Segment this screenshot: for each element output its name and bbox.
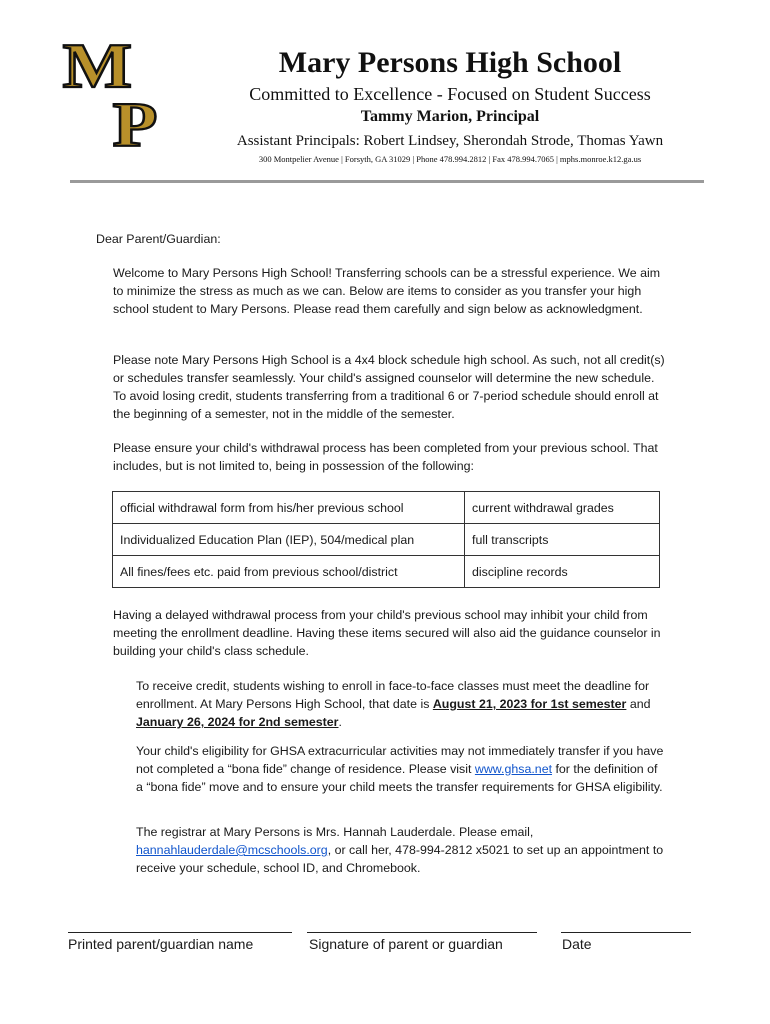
ghsa-link[interactable]: www.ghsa.net	[474, 762, 553, 776]
table-cell: All fines/fees etc. paid from previous school/district	[113, 556, 465, 588]
withdrawal-intro-paragraph: Please ensure your child's withdrawal process has been completed from your previous school. That includes, but is not limited to, being in possession of the following:	[113, 441, 658, 473]
deadline-text: To receive credit, students wishing to enroll in face-to-face classes must meet the deadline for enrollment. At Mary Persons High School, that date is	[136, 679, 650, 711]
enrollment-deadline-paragraph	[136, 677, 666, 731]
second-semester-deadline: January 26, 2024 for 2nd semester	[136, 715, 339, 729]
greeting: Dear Parent/Guardian:	[96, 232, 221, 246]
ghsa-eligibility-paragraph	[136, 742, 666, 796]
assistant-principals: Assistant Principals: Robert Lindsey, Sherondah Strode, Thomas Yawn	[236, 133, 664, 149]
school-name: Mary Persons High School	[278, 46, 622, 79]
table-cell: official withdrawal form from his/her previous school	[113, 492, 465, 524]
ghsa-text: Your child's eligibility for GHSA extracurricular activities may not immediately transfer if you have not completed a “bona fide” change of residence. Please visit	[136, 744, 664, 776]
welcome-paragraph: Welcome to Mary Persons High School! Transferring schools can be a stressful experience. We aim to minimize the stress as much as we can. Below are items to consider as you transfer your high school student to Mary Persons. Please read them carefully and sign below as acknowledgment.	[113, 266, 661, 316]
deadline-end: .	[338, 715, 342, 729]
ghsa-text-end: for the definition of a “bona fide” move and to ensure your child meets the transfer requirements for GHSA eligibility.	[136, 762, 663, 794]
block-schedule-paragraph: Please note Mary Persons High School is a 4x4 block schedule high school. As such, not all credit(s) or schedules transfer seamlessly. Your child's assigned counselor will determine the new schedule. To avoid losing credit, students transferring from a traditional 6 or 7-period schedule should enroll at the beginning of a semester, not in the middle of the semester.	[113, 353, 665, 421]
logo-letter-m: M	[62, 30, 132, 101]
date-line[interactable]	[561, 932, 691, 933]
date-label: Date	[562, 936, 592, 952]
school-address: 300 Montpelier Avenue | Forsyth, GA 31029 | Phone 478.994.2812 | Fax 478.994.7065 | mphs.monroe.k12.ga.us	[258, 154, 642, 164]
header-divider	[70, 180, 704, 183]
registrar-email-link[interactable]: hannahlauderdale@mcschools.org	[136, 843, 328, 857]
withdrawal-checklist-table	[112, 491, 660, 588]
school-motto: Committed to Excellence - Focused on Student Success	[249, 84, 651, 104]
signature-line[interactable]	[307, 932, 537, 933]
registrar-paragraph	[136, 823, 666, 877]
table-cell: discipline records	[465, 556, 660, 588]
registrar-text: The registrar at Mary Persons is Mrs. Hannah Lauderdale. Please email,	[136, 825, 534, 839]
principal-name: Tammy Marion, Principal	[360, 108, 540, 125]
delay-note-paragraph: Having a delayed withdrawal process from your child's previous school may inhibit your child from meeting the enrollment deadline. Having these items secured will also aid the guidance counselor in building your child's class schedule.	[113, 608, 661, 658]
deadline-connector: and	[626, 697, 651, 711]
school-logo	[62, 30, 170, 161]
registrar-text-end: , or call her, 478-994-2812 x5021 to set up an appointment to receive your schedule, school ID, and Chromebook.	[136, 843, 664, 875]
parent-name-label: Printed parent/guardian name	[68, 936, 254, 952]
table-cell: full transcripts	[465, 524, 660, 556]
parent-name-line[interactable]	[68, 932, 292, 933]
table-row	[113, 524, 660, 556]
first-semester-deadline: August 21, 2023 for 1st semester	[432, 697, 627, 711]
table-cell: Individualized Education Plan (IEP), 504/medical plan	[113, 524, 465, 556]
table-row	[113, 492, 660, 524]
table-row	[113, 556, 660, 588]
signature-label: Signature of parent or guardian	[309, 936, 503, 952]
table-cell: current withdrawal grades	[465, 492, 660, 524]
logo-letter-p: P	[112, 90, 158, 161]
